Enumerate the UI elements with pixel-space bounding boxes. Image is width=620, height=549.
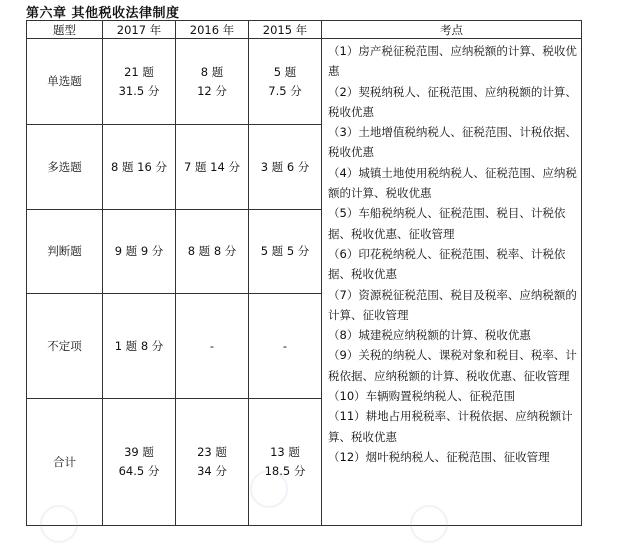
- cell-2017: 9 题 9 分: [103, 210, 176, 294]
- watermark-logo-icon: [40, 505, 78, 543]
- row-type: 多选题: [27, 125, 103, 210]
- cell-2015: 3 题 6 分: [249, 125, 322, 210]
- cell-2017: 21 题 31.5 分: [103, 39, 176, 125]
- exam-point: （9）关税的纳税人、课税对象和税目、税率、计税依据、应纳税额的计算、税收优惠、征收管理: [328, 348, 577, 383]
- cell-2016: -: [176, 294, 249, 399]
- exam-points-cell: [322, 39, 582, 526]
- exam-point: （2）契税纳税人、征税范围、应纳税额的计算、税收优惠: [328, 84, 577, 119]
- exam-point: （1）房产税征税范围、应纳税额的计算、税收优惠: [328, 44, 577, 79]
- exam-point: （6）印花税纳税人、征税范围、税率、计税依据、税收优惠: [328, 246, 566, 282]
- table-row: [27, 39, 582, 125]
- header-2015: 2015 年: [249, 21, 322, 39]
- exam-point: （5）车船税纳税人、征税范围、税目、计税依据、税收优惠、征收管理: [328, 206, 566, 241]
- cell-2016: 7 题 14 分: [176, 125, 249, 210]
- cell-2016: 8 题 8 分: [176, 210, 249, 294]
- row-type: 判断题: [27, 210, 103, 294]
- exam-point: （8）城建税应纳税额的计算、税收优惠: [328, 328, 531, 343]
- header-points: 考点: [322, 21, 582, 39]
- cell-2017: 8 题 16 分: [103, 125, 176, 210]
- watermark-logo-icon: [250, 470, 288, 508]
- header-2017: 2017 年: [103, 21, 176, 39]
- header-type: 题型: [27, 21, 103, 39]
- row-type: 合计: [27, 399, 103, 526]
- cell-2017: 1 题 8 分: [103, 294, 176, 399]
- cell-2015: 5 题 7.5 分: [249, 39, 322, 125]
- header-row: [27, 21, 582, 39]
- header-2016: 2016 年: [176, 21, 249, 39]
- exam-point: （11）耕地占用税税率、计税依据、应纳税额计算、税收优惠: [328, 409, 573, 444]
- cell-2017: 39 题 64.5 分: [103, 399, 176, 526]
- cell-2015: -: [249, 294, 322, 399]
- exam-stats-table: [26, 20, 582, 526]
- row-type: 不定项: [27, 294, 103, 399]
- cell-2016: 8 题 12 分: [176, 39, 249, 125]
- exam-point: （7）资源税征税范围、税目及税率、应纳税额的计算、征收管理: [328, 287, 577, 322]
- chapter-title: 第六章 其他税收法律制度: [26, 6, 180, 21]
- exam-point: （10）车辆购置税纳税人、征税范围: [328, 389, 516, 404]
- exam-point: （12）烟叶税纳税人、征税范围、征收管理: [328, 449, 550, 464]
- exam-point: （3）土地增值税纳税人、征税范围、计税依据、税收优惠: [328, 125, 577, 160]
- row-type: 单选题: [27, 39, 103, 125]
- exam-point: （4）城镇土地使用税纳税人、征税范围、应纳税额的计算、税收优惠: [328, 165, 577, 201]
- cell-2016: 23 题 34 分: [176, 399, 249, 526]
- cell-2015: 13 题 18.5 分: [249, 399, 322, 526]
- watermark-logo-icon: [410, 505, 448, 543]
- cell-2015: 5 题 5 分: [249, 210, 322, 294]
